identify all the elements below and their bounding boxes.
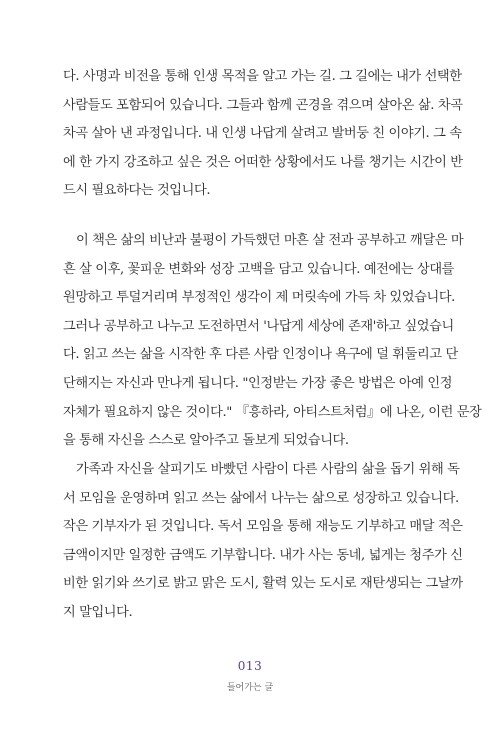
text-line: 드시 필요하다는 것입니다. [63, 183, 211, 199]
text-line: 다. 사명과 비전을 통해 인생 목적을 알고 가는 길. 그 길에는 내가 선택한 [63, 69, 462, 84]
text-line: 지 말입니다. [63, 604, 133, 620]
text-line: 서 모임을 운영하며 읽고 쓰는 삶에서 나누는 삶으로 성장하고 있습니다. [63, 490, 459, 506]
text-line: 에 한 가지 강조하고 싶은 것은 어떠한 상황에서도 나를 챙기는 시간이 반 [63, 154, 463, 170]
paragraph-2 [63, 227, 482, 456]
text-line: 단해지는 자신과 만나게 됩니다. "인정받는 가장 좋은 방법은 아예 인정 [63, 375, 453, 391]
text-line: 비한 읽기와 쓰기로 밝고 맑은 도시, 활력 있는 도시로 재탄생되는 그날까 [63, 576, 463, 592]
text-line: 가족과 자신을 살피기도 바빴던 사람이 다른 사람의 삶을 돕기 위해 독 [76, 462, 460, 477]
text-line: 다. 읽고 쓰는 삶을 시작한 후 다른 사람 인정이나 욕구에 덜 휘둘리고 단 [63, 347, 458, 363]
text-line: 이 책은 삶의 비난과 불평이 가득했던 마흔 살 전과 공부하고 깨달은 마 [76, 233, 464, 248]
text-line: 흔 살 이후, 꽃피운 변화와 성장 고백을 담고 있습니다. 예전에는 상대를 [63, 261, 454, 277]
text-line: 자체가 필요하지 않은 것이다." 『흥하라, 아티스트처럼』에 나온, 이런 문장 [63, 404, 482, 420]
page-number: 013 [237, 659, 263, 673]
text-line: 작은 기부자가 된 것입니다. 독서 모임을 통해 재능도 기부하고 매달 적은 [63, 519, 463, 535]
paragraph-1 [63, 63, 463, 206]
text-line: 사람들도 포함되어 있습니다. 그들과 함께 곤경을 겪으며 살아온 삶. 차곡 [63, 97, 463, 113]
text-line: 그러나 공부하고 나누고 도전하면서 '나답게 세상에 존재'하고 싶었습니 [63, 318, 454, 334]
text-line: 을 통해 자신을 스스로 알아주고 돌보게 되었습니다. [63, 433, 349, 449]
text-line: 금액이지만 일정한 금액도 기부합니다. 내가 사는 동네, 넓게는 청주가 신 [63, 547, 463, 563]
text-line: 원망하고 투덜거리며 부정적인 생각이 제 머릿속에 가득 차 있었습니다. [63, 290, 455, 306]
paragraph-3 [63, 456, 463, 628]
running-head: 들어가는 글 [226, 683, 274, 693]
text-line: 차곡 살아 낸 과정입니다. 내 인생 나답게 살려고 발버둥 친 이야기. 그 속 [63, 126, 462, 142]
